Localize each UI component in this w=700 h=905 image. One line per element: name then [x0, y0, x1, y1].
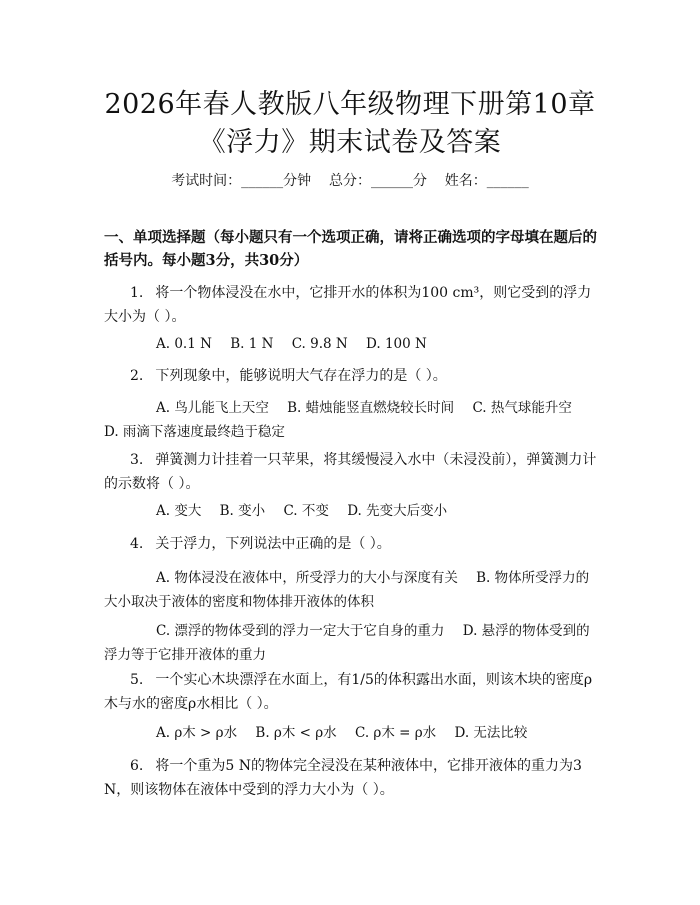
section-heading: 一、单项选择题（每小题只有一个选项正确，请将正确选项的字母填在题后的括号内。每小题3分，共30分） [104, 229, 597, 269]
option-d: D. 雨滴下落速度最终趋于稳定 [104, 424, 285, 440]
option-c: C. 9.8 N [291, 336, 348, 352]
question-3 [104, 448, 599, 496]
option-d: D. 先变大后变小 [347, 503, 448, 519]
question-3-options [104, 499, 599, 523]
option-b: B. 物体所受浮力的大小取决于液体的密度和物体排开液体的体积 [104, 570, 590, 610]
question-text: 一个实心木块漂浮在水面上，有1/5的体积露出水面，则该木块的密度ρ木与水的密度ρ水相比（ ）。 [104, 672, 593, 712]
question-text: 弹簧测力计挂着一只苹果，将其缓慢浸入水中（未浸没前），弹簧测力计的示数将（ ）。 [104, 452, 597, 492]
question-4-options-ab [104, 566, 599, 614]
question-number: 4. [130, 536, 144, 552]
question-6 [104, 754, 599, 802]
title-line-1: 2026年春人教版八年级物理下册第10章 [104, 89, 596, 120]
question-5-options [104, 721, 599, 745]
question-number: 2. [130, 368, 144, 384]
question-2-options [104, 396, 599, 444]
exam-info: 考试时间：______分钟 总分：______分 姓名：______ [171, 173, 529, 189]
question-text: 下列现象中，能够说明大气存在浮力的是（ ）。 [155, 368, 447, 384]
option-c: C. 热气球能升空 [472, 400, 572, 416]
option-b: B. 1 N [230, 336, 274, 352]
question-number: 1. [130, 285, 144, 301]
option-b: B. ρ木 < ρ水 [255, 725, 337, 741]
question-number: 5. [130, 672, 144, 688]
option-a: A. 变大 [156, 503, 202, 519]
title-line-2: 《浮力》期末试卷及答案 [198, 127, 502, 158]
question-number: 6. [130, 758, 144, 774]
option-b: B. 变小 [219, 503, 266, 519]
option-a: A. 物体浸没在液体中，所受浮力的大小与深度有关 [156, 570, 458, 586]
question-4-options-cd [104, 619, 599, 667]
option-a: A. 0.1 N [156, 336, 212, 352]
question-1-options [104, 332, 599, 356]
option-d: D. 悬浮的物体受到的浮力等于它排开液体的重力 [104, 623, 590, 663]
option-b: B. 蜡烛能竖直燃烧较长时间 [287, 400, 455, 416]
option-d: D. 100 N [366, 336, 427, 352]
question-text: 将一个物体浸没在水中，它排开水的体积为100 cm³，则它受到的浮力大小为（ ）。 [104, 285, 592, 325]
question-5 [104, 668, 599, 716]
option-d: D. 无法比较 [454, 725, 528, 741]
option-c: C. ρ木 = ρ水 [354, 725, 437, 741]
question-text: 将一个重为5 N的物体完全浸没在某种液体中，它排开液体的重力为3 N，则该物体在液体中受到的浮力大小为（ ）。 [104, 758, 582, 798]
question-2 [104, 364, 599, 388]
question-number: 3. [130, 452, 144, 468]
option-a: A. 鸟儿能飞上天空 [156, 400, 269, 416]
question-4 [104, 532, 599, 556]
option-c: C. 漂浮的物体受到的浮力一定大于它自身的重力 [156, 623, 445, 639]
option-a: A. ρ木 > ρ水 [156, 725, 238, 741]
option-c: C. 不变 [283, 503, 329, 519]
question-1 [104, 281, 599, 329]
question-text: 关于浮力，下列说法中正确的是（ ）。 [155, 536, 391, 552]
